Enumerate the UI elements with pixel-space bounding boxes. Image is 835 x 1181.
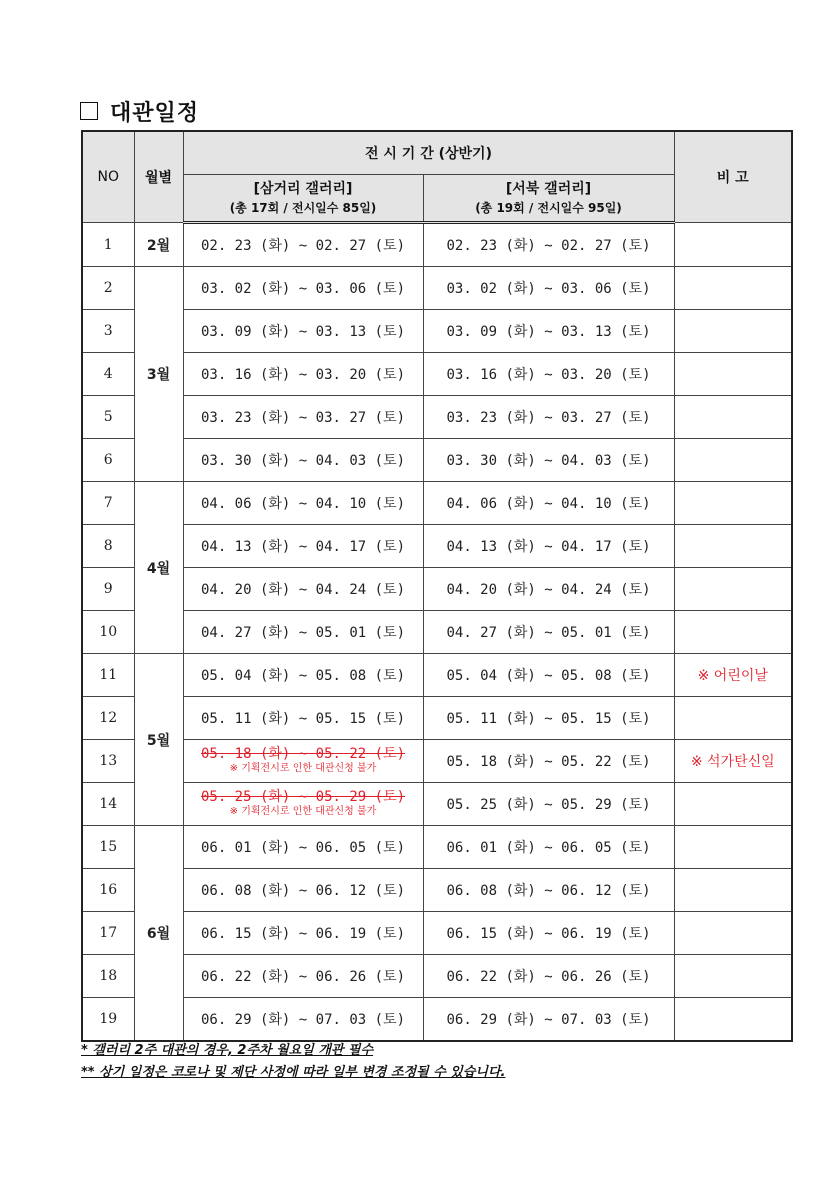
gallery-1-dates: 06. 22 (화) ~ 06. 26 (토) bbox=[183, 955, 423, 998]
gallery-2-dates: 03. 23 (화) ~ 03. 27 (토) bbox=[423, 396, 674, 439]
gallery-2-dates: 06. 08 (화) ~ 06. 12 (토) bbox=[423, 869, 674, 912]
row-no: 7 bbox=[82, 482, 134, 525]
gallery-1-dates: 03. 09 (화) ~ 03. 13 (토) bbox=[183, 310, 423, 353]
row-no: 15 bbox=[82, 826, 134, 869]
unavailable-note: ※ 기획전시로 인한 대관신청 불가 bbox=[229, 763, 377, 774]
section-title bbox=[80, 96, 199, 126]
gallery-1-dates: 03. 30 (화) ~ 04. 03 (토) bbox=[183, 439, 423, 482]
gallery-2-dates: 06. 22 (화) ~ 06. 26 (토) bbox=[423, 955, 674, 998]
table-row bbox=[82, 826, 792, 869]
header-remarks: 비 고 bbox=[674, 131, 792, 223]
row-no: 13 bbox=[82, 740, 134, 783]
row-no: 1 bbox=[82, 223, 134, 267]
table-row bbox=[82, 482, 792, 525]
unavailable-note: ※ 기획전시로 인한 대관신청 불가 bbox=[229, 806, 377, 817]
header-gallery-1 bbox=[183, 175, 423, 223]
table-row bbox=[82, 353, 792, 396]
table-row bbox=[82, 611, 792, 654]
row-no: 6 bbox=[82, 439, 134, 482]
row-no: 12 bbox=[82, 697, 134, 740]
row-no: 2 bbox=[82, 267, 134, 310]
row-no: 5 bbox=[82, 396, 134, 439]
table-row bbox=[82, 396, 792, 439]
remarks-cell bbox=[674, 912, 792, 955]
month-cell: 6월 bbox=[134, 826, 183, 1042]
gallery-1-dates-unavailable bbox=[183, 740, 423, 783]
remarks-cell bbox=[674, 525, 792, 568]
checkbox-square-icon bbox=[80, 102, 98, 120]
header-gallery-2 bbox=[423, 175, 674, 223]
gallery-2-dates: 04. 20 (화) ~ 04. 24 (토) bbox=[423, 568, 674, 611]
gallery-1-dates: 06. 15 (화) ~ 06. 19 (토) bbox=[183, 912, 423, 955]
month-cell: 5월 bbox=[134, 654, 183, 826]
gallery-2-dates: 05. 18 (화) ~ 05. 22 (토) bbox=[423, 740, 674, 783]
remarks-cell bbox=[674, 310, 792, 353]
table-row bbox=[82, 740, 792, 783]
row-no: 9 bbox=[82, 568, 134, 611]
gallery-1-name: [삼거리 갤러리] bbox=[253, 181, 353, 197]
row-no: 19 bbox=[82, 998, 134, 1042]
table-row bbox=[82, 223, 792, 267]
table-row bbox=[82, 439, 792, 482]
table-row bbox=[82, 998, 792, 1042]
header-no: NO bbox=[82, 131, 134, 223]
remarks-cell bbox=[674, 783, 792, 826]
gallery-2-summary: (총 19회 / 전시일수 95일) bbox=[475, 201, 622, 215]
row-no: 14 bbox=[82, 783, 134, 826]
gallery-2-dates: 06. 29 (화) ~ 07. 03 (토) bbox=[423, 998, 674, 1042]
remarks-cell bbox=[674, 482, 792, 525]
gallery-2-dates: 03. 02 (화) ~ 03. 06 (토) bbox=[423, 267, 674, 310]
remarks-cell bbox=[674, 826, 792, 869]
gallery-2-dates: 03. 16 (화) ~ 03. 20 (토) bbox=[423, 353, 674, 396]
holiday-note: ※ 석가탄신일 bbox=[690, 754, 775, 770]
gallery-2-name: [서북 갤러리] bbox=[505, 181, 592, 197]
struck-dates: 05. 18 (화) ~ 05. 22 (토) bbox=[200, 746, 406, 762]
row-no: 11 bbox=[82, 654, 134, 697]
month-cell: 3월 bbox=[134, 267, 183, 482]
gallery-2-dates: 04. 13 (화) ~ 04. 17 (토) bbox=[423, 525, 674, 568]
row-no: 4 bbox=[82, 353, 134, 396]
gallery-1-dates: 06. 01 (화) ~ 06. 05 (토) bbox=[183, 826, 423, 869]
remarks-cell bbox=[674, 740, 792, 783]
gallery-2-dates: 05. 11 (화) ~ 05. 15 (토) bbox=[423, 697, 674, 740]
gallery-1-dates: 03. 02 (화) ~ 03. 06 (토) bbox=[183, 267, 423, 310]
remarks-cell bbox=[674, 998, 792, 1042]
gallery-2-dates: 04. 27 (화) ~ 05. 01 (토) bbox=[423, 611, 674, 654]
gallery-2-dates: 04. 06 (화) ~ 04. 10 (토) bbox=[423, 482, 674, 525]
gallery-2-dates: 02. 23 (화) ~ 02. 27 (토) bbox=[423, 223, 674, 267]
remarks-cell bbox=[674, 223, 792, 267]
gallery-1-dates: 05. 11 (화) ~ 05. 15 (토) bbox=[183, 697, 423, 740]
remarks-cell bbox=[674, 353, 792, 396]
remarks-cell bbox=[674, 611, 792, 654]
table-row bbox=[82, 267, 792, 310]
row-no: 18 bbox=[82, 955, 134, 998]
gallery-2-dates: 06. 15 (화) ~ 06. 19 (토) bbox=[423, 912, 674, 955]
table-row bbox=[82, 869, 792, 912]
holiday-note: ※ 어린이날 bbox=[697, 668, 768, 684]
gallery-1-dates-unavailable bbox=[183, 783, 423, 826]
header-period: 전 시 기 간 (상반기) bbox=[183, 131, 674, 175]
table-row bbox=[82, 955, 792, 998]
gallery-1-dates: 02. 23 (화) ~ 02. 27 (토) bbox=[183, 223, 423, 267]
gallery-1-dates: 03. 16 (화) ~ 03. 20 (토) bbox=[183, 353, 423, 396]
row-no: 16 bbox=[82, 869, 134, 912]
table-row bbox=[82, 525, 792, 568]
gallery-1-dates: 04. 27 (화) ~ 05. 01 (토) bbox=[183, 611, 423, 654]
gallery-1-dates: 04. 13 (화) ~ 04. 17 (토) bbox=[183, 525, 423, 568]
gallery-2-dates: 05. 04 (화) ~ 05. 08 (토) bbox=[423, 654, 674, 697]
struck-dates: 05. 25 (화) ~ 05. 29 (토) bbox=[200, 789, 406, 805]
row-no: 10 bbox=[82, 611, 134, 654]
table-row bbox=[82, 912, 792, 955]
gallery-1-dates: 04. 06 (화) ~ 04. 10 (토) bbox=[183, 482, 423, 525]
remarks-cell bbox=[674, 869, 792, 912]
gallery-2-dates: 03. 30 (화) ~ 04. 03 (토) bbox=[423, 439, 674, 482]
remarks-cell bbox=[674, 654, 792, 697]
gallery-2-dates: 03. 09 (화) ~ 03. 13 (토) bbox=[423, 310, 674, 353]
gallery-2-dates: 05. 25 (화) ~ 05. 29 (토) bbox=[423, 783, 674, 826]
gallery-1-dates: 04. 20 (화) ~ 04. 24 (토) bbox=[183, 568, 423, 611]
month-cell: 2월 bbox=[134, 223, 183, 267]
remarks-cell bbox=[674, 267, 792, 310]
footnotes bbox=[81, 1040, 505, 1084]
gallery-1-summary: (총 17회 / 전시일수 85일) bbox=[229, 201, 377, 215]
header-month: 월별 bbox=[134, 131, 183, 223]
schedule-table bbox=[81, 130, 793, 1042]
gallery-1-dates: 06. 08 (화) ~ 06. 12 (토) bbox=[183, 869, 423, 912]
table-row bbox=[82, 654, 792, 697]
row-no: 3 bbox=[82, 310, 134, 353]
table-row bbox=[82, 697, 792, 740]
remarks-cell bbox=[674, 396, 792, 439]
gallery-1-dates: 05. 04 (화) ~ 05. 08 (토) bbox=[183, 654, 423, 697]
gallery-2-dates: 06. 01 (화) ~ 06. 05 (토) bbox=[423, 826, 674, 869]
page-title: 대관일정 bbox=[110, 100, 200, 126]
row-no: 8 bbox=[82, 525, 134, 568]
gallery-1-dates: 06. 29 (화) ~ 07. 03 (토) bbox=[183, 998, 423, 1042]
remarks-cell bbox=[674, 697, 792, 740]
table-row bbox=[82, 310, 792, 353]
remarks-cell bbox=[674, 439, 792, 482]
footnote-2: ** 상기 일정은 코로나 및 제단 사정에 따라 일부 변경 조정될 수 있습니다. bbox=[81, 1065, 506, 1080]
remarks-cell bbox=[674, 955, 792, 998]
row-no: 17 bbox=[82, 912, 134, 955]
remarks-cell bbox=[674, 568, 792, 611]
table-row bbox=[82, 783, 792, 826]
month-cell: 4월 bbox=[134, 482, 183, 654]
table-row bbox=[82, 568, 792, 611]
footnote-1: * 갤러리 2주 대관의 경우, 2주차 월요일 개관 필수 bbox=[81, 1043, 374, 1058]
gallery-1-dates: 03. 23 (화) ~ 03. 27 (토) bbox=[183, 396, 423, 439]
